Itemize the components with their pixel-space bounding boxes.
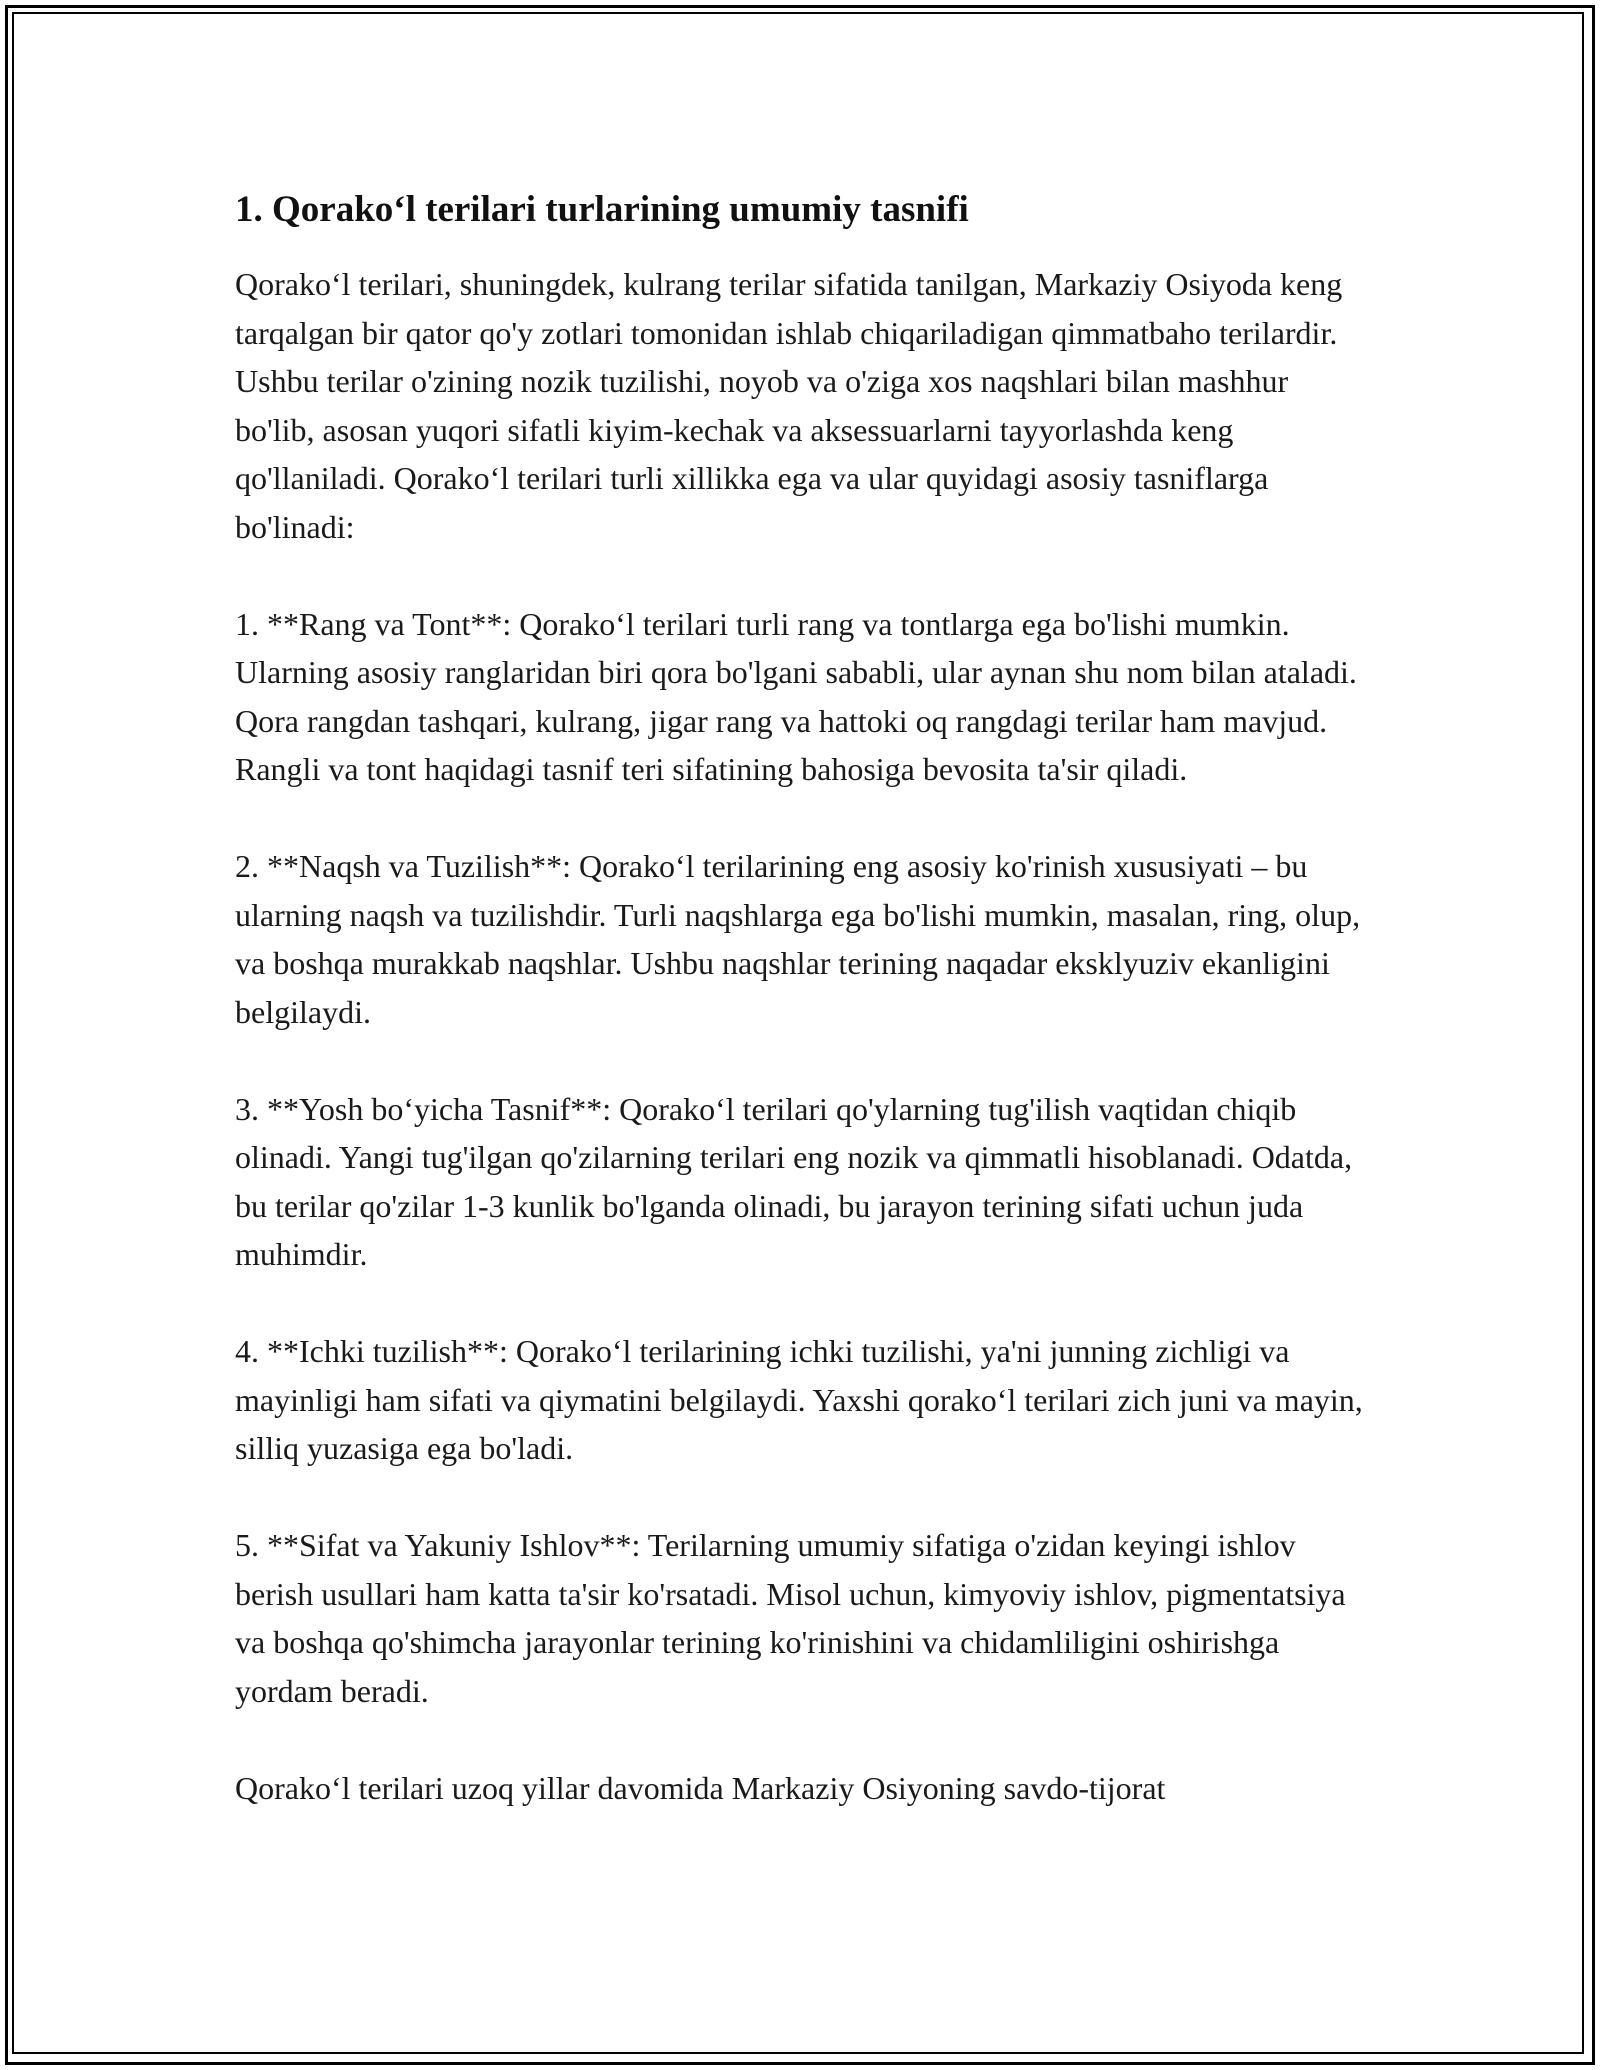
list-item-pattern-structure: 2. **Naqsh va Tuzilish**: Qorako‘l terilarining eng asosiy ko'rinish xususiyati – bu ularning naqsh va tuzilishdir. Turli naqshlarga ega bo'lishi mumkin, masalan, ring, olup, va boshqa murakkab naqshlar. Ushbu naqshlar terining naqadar eksklyuziv ekanligini belgilaydi. [235, 848, 1361, 1030]
intro-paragraph: Qorako‘l terilari, shuningdek, kulrang terilar sifatida tanilgan, Markaziy Osiyoda keng tarqalgan bir qator qo'y zotlari tomonidan ishlab chiqariladigan qimmatbaho terilardir. Ushbu terilar o'zining nozik tuzilishi, noyob va o'ziga xos naqshlari bilan mashhur bo'lib, asosan yuqori sifatli kiyim-kechak va aksessuarlarni tayyorlashda keng qo'llaniladi. Qorako‘l terilari turli xillikka ega va ular quyidagi asosiy tasniflarga bo'linadi: [235, 266, 1343, 545]
list-item-color-tone: 1. **Rang va Tont**: Qorako‘l terilari turli rang va tontlarga ega bo'lishi mumkin. Ularning asosiy ranglaridan biri qora bo'lgani sababli, ular aynan shu nom bilan ataladi. Qora rangdan tashqari, kulrang, jigar rang va hattoki oq rangdagi terilar ham mavjud. Rangli va tont haqidagi tasnif teri sifatining bahosiga bevosita ta'sir qiladi. [235, 605, 1357, 787]
list-item-quality-finishing: 5. **Sifat va Yakuniy Ishlov**: Terilarning umumiy sifatiga o'zidan keyingi ishlov berish usullari ham katta ta'sir ko'rsatadi. Misol uchun, kimyoviy ishlov, pigmentatsiya va boshqa qo'shimcha jarayonlar terining ko'rinishini va chidamliligini oshirishga yordam beradi. [235, 1527, 1346, 1709]
list-item-age-classification: 3. **Yosh bo‘yicha Tasnif**: Qorako‘l terilari qo'ylarning tug'ilish vaqtidan chiqib olinadi. Yangi tug'ilgan qo'zilarning terilari eng nozik va qimmatli hisoblanadi. Odatda, bu terilar qo'zilar 1-3 kunlik bo'lganda olinadi, bu jarayon terining sifati uchun juda muhimdir. [235, 1090, 1353, 1272]
document-body [235, 188, 1375, 1812]
list-item-internal-structure: 4. **Ichki tuzilish**: Qorako‘l terilarining ichki tuzilishi, ya'ni junning zichligi va mayinligi ham sifati va qiymatini belgilaydi. Yaxshi qorako‘l terilari zich juni va mayin, silliq yuzasiga ega bo'ladi. [235, 1333, 1363, 1466]
closing-paragraph: Qorako‘l terilari uzoq yillar davomida Markaziy Osiyoning savdo-tijorat [235, 1769, 1166, 1806]
section-heading: 1. Qorako‘l terilari turlarining umumiy tasnifi [235, 189, 969, 230]
